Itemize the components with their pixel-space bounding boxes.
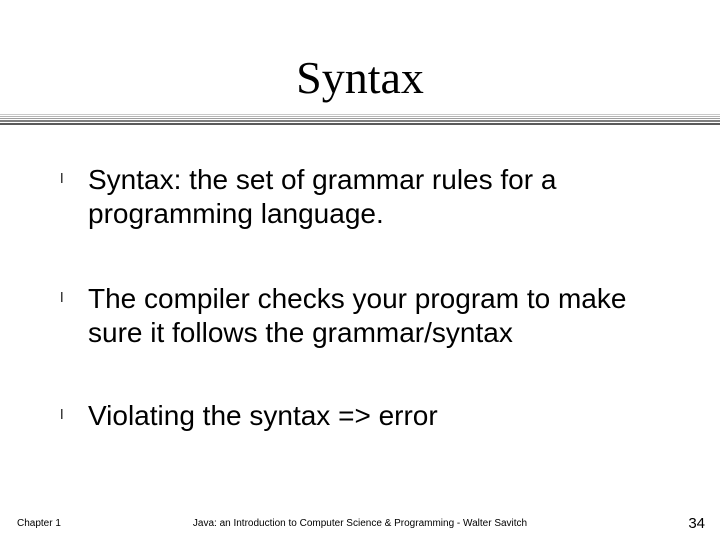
bullet-text: Violating the syntax => error	[88, 400, 438, 431]
page-number: 34	[688, 515, 705, 532]
bullet-text	[88, 163, 688, 231]
bullet-marker-icon: l	[60, 408, 64, 423]
bullet-text: The compiler checks your program to make sure it follows the grammar/syntax	[88, 283, 627, 348]
footer-course-title: Java: an Introduction to Computer Science & Programming - Walter Savitch	[192, 518, 528, 529]
title-divider	[0, 114, 720, 126]
bullet-term: Syntax:	[88, 164, 182, 195]
footer-chapter: Chapter 1	[17, 518, 61, 529]
slide-title: Syntax	[296, 52, 424, 103]
bullet-definition: the set of grammar rules for a programming language.	[88, 164, 557, 229]
bullet-marker-icon: l	[60, 172, 64, 187]
bullet-marker-icon: l	[60, 291, 64, 306]
